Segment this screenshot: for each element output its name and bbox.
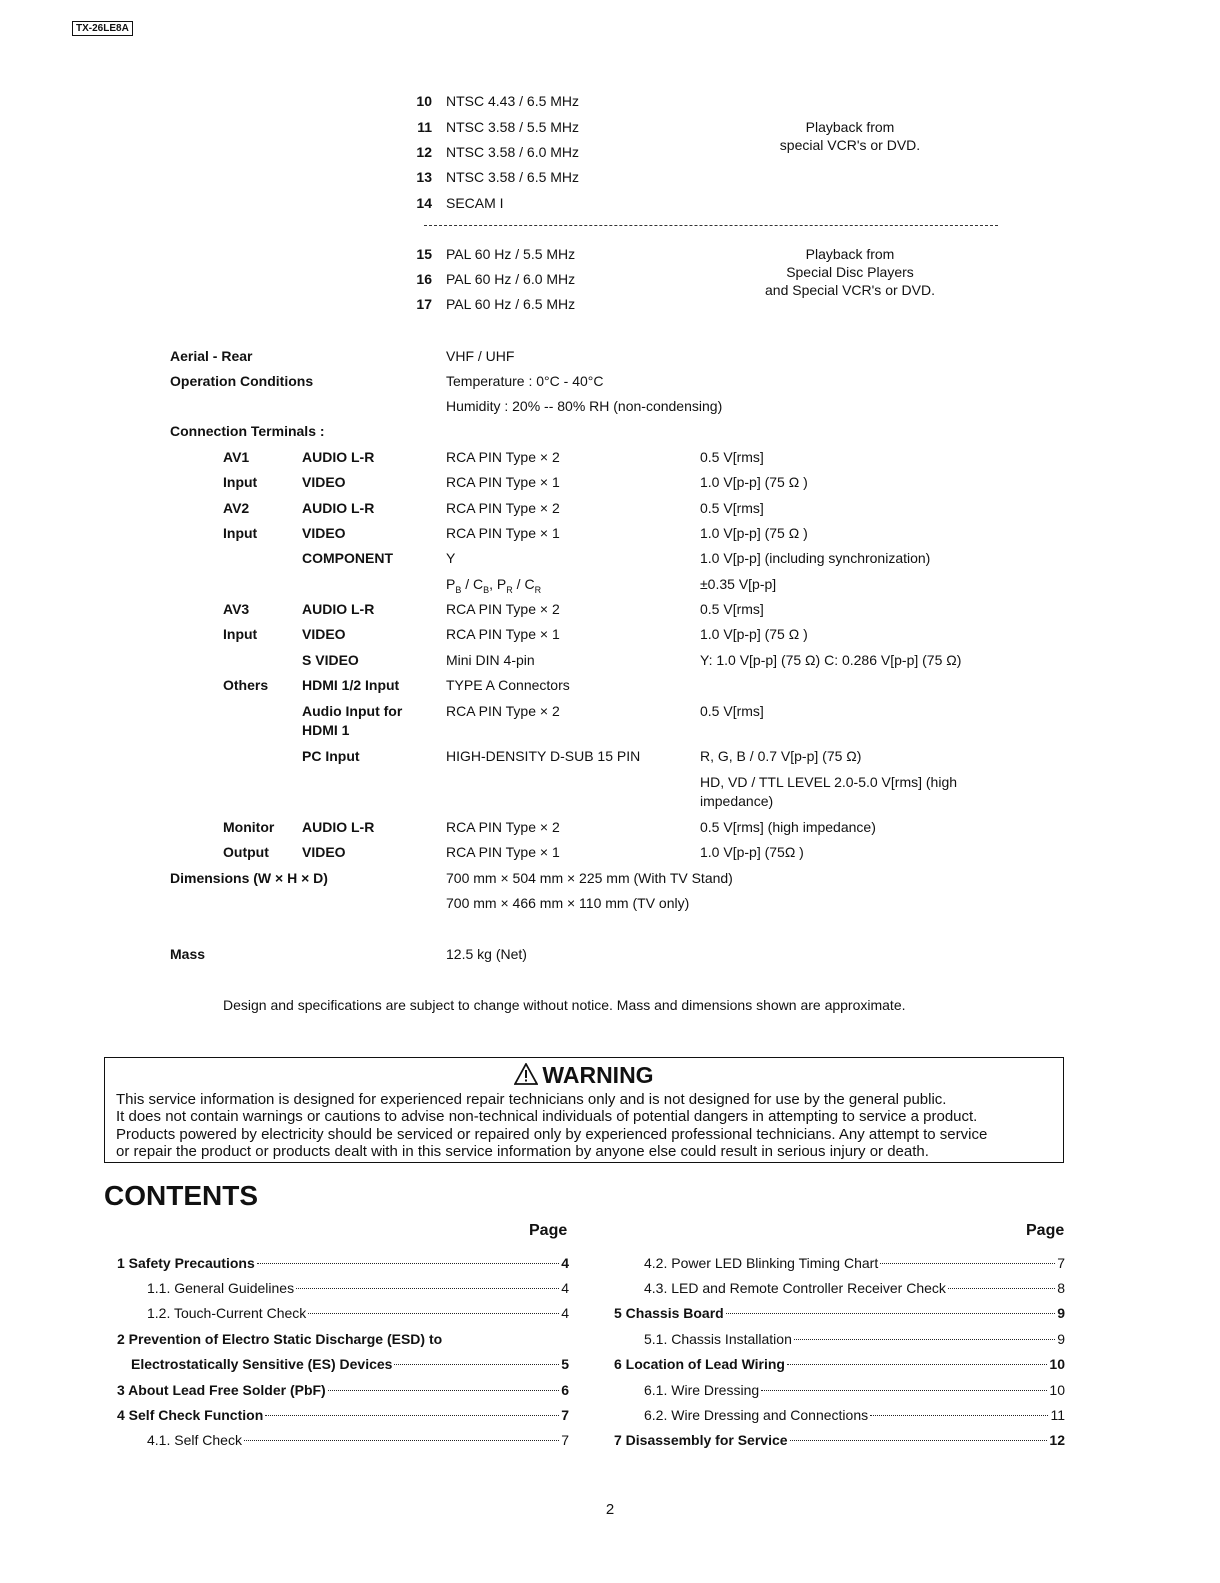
toc-entry-label: 7 Disassembly for Service: [614, 1432, 788, 1448]
toc-leader: [257, 1263, 559, 1264]
terminal-group: Input: [223, 474, 258, 490]
contents-title: CONTENTS: [104, 1180, 258, 1211]
terminal-name: VIDEO: [302, 844, 346, 860]
toc-leader: [394, 1364, 559, 1365]
terminal-value: 1.0 V[p-p] (75Ω ): [700, 844, 804, 860]
toc-page-header-left: Page: [529, 1222, 568, 1239]
terminal-name: VIDEO: [302, 525, 346, 541]
toc-entry[interactable]: [147, 1431, 569, 1449]
toc-leader: [794, 1339, 1055, 1340]
system-label: NTSC 3.58 / 5.5 MHz: [446, 119, 580, 135]
terminal-value: R, G, B / 0.7 V[p-p] (75 Ω): [700, 748, 862, 764]
terminal-name: PC Input: [302, 748, 360, 764]
humidity-value: Humidity : 20% -- 80% RH (non-condensing): [446, 398, 723, 414]
toc-entry-label: 4.1. Self Check: [147, 1432, 242, 1448]
toc-entry-page: 7: [1057, 1255, 1065, 1271]
toc-entry[interactable]: [147, 1304, 569, 1322]
system-number: 14: [416, 195, 432, 211]
toc-entry-label: 5.1. Chassis Installation: [644, 1331, 792, 1347]
toc-entry-page: 12: [1049, 1432, 1065, 1448]
toc-entry-label: 3 About Lead Free Solder (PbF): [117, 1382, 326, 1398]
terminal-type: RCA PIN Type × 1: [446, 474, 560, 490]
toc-entry-label: 5 Chassis Board: [614, 1305, 724, 1321]
terminal-value: Y: 1.0 V[p-p] (75 Ω) C: 0.286 V[p-p] (75 Ω): [700, 652, 962, 668]
warning-title: WARNING: [542, 1062, 654, 1088]
terminal-name: S VIDEO: [302, 652, 359, 668]
toc-entry-label: 6 Location of Lead Wiring: [614, 1356, 785, 1372]
system-number: 17: [416, 296, 432, 312]
cb-sub: B: [483, 584, 490, 595]
pb-sub: B: [455, 584, 462, 595]
terminal-name-cont: HDMI 1: [302, 722, 350, 738]
terminal-type: RCA PIN Type × 1: [446, 626, 560, 642]
system-label: SECAM I: [446, 195, 504, 211]
disclaimer: Design and specifications are subject to change without notice. Mass and dimensions shown are approximate.: [223, 997, 906, 1013]
terminal-value: 0.5 V[rms] (high impedance): [700, 819, 876, 835]
note-line: Playback from: [805, 246, 895, 262]
aerial-value: VHF / UHF: [446, 348, 515, 364]
toc-entry-page: 7: [561, 1432, 569, 1448]
playback-note-1: [740, 118, 960, 154]
terminal-type: RCA PIN Type × 2: [446, 500, 560, 516]
toc-entry-label: 1.1. General Guidelines: [147, 1280, 295, 1296]
terminal-value: ±0.35 V[p-p]: [700, 576, 777, 592]
playback-note-2: [740, 245, 960, 299]
toc-entry-label: 4 Self Check Function: [117, 1407, 264, 1423]
component-pb-pr: [446, 575, 541, 599]
terminal-name: VIDEO: [302, 474, 346, 490]
terminal-name: AUDIO L-R: [302, 819, 375, 835]
terminal-value: 1.0 V[p-p] (including synchronization): [700, 550, 931, 566]
aerial-label: Aerial - Rear: [170, 348, 253, 364]
note-line: and Special VCR's or DVD.: [765, 282, 935, 298]
toc-entry[interactable]: [117, 1406, 569, 1424]
terminal-value: 0.5 V[rms]: [700, 449, 764, 465]
mass-value: 12.5 kg (Net): [446, 946, 527, 962]
toc-entry[interactable]: [117, 1381, 569, 1399]
toc-entry-page: 9: [1057, 1331, 1065, 1347]
toc-entry-label: 6.2. Wire Dressing and Connections: [644, 1407, 869, 1423]
warning-triangle-icon: [514, 1063, 538, 1085]
terminal-type: RCA PIN Type × 1: [446, 844, 560, 860]
system-label: PAL 60 Hz / 6.5 MHz: [446, 296, 576, 312]
warning-line: This service information is designed for experienced repair technicians only and is not designed for use by the general public.: [116, 1091, 947, 1108]
toc-entry[interactable]: [644, 1406, 1065, 1424]
pr-sub: R: [506, 584, 513, 595]
terminal-type: HIGH-DENSITY D-SUB 15 PIN: [446, 748, 641, 764]
note-line: special VCR's or DVD.: [779, 137, 921, 153]
toc-leader: [790, 1440, 1048, 1441]
terminal-group: AV3: [223, 601, 250, 617]
toc-leader: [787, 1364, 1047, 1365]
mass-label: Mass: [170, 946, 206, 962]
terminal-value: 1.0 V[p-p] (75 Ω ): [700, 525, 808, 541]
terminal-type: Mini DIN 4-pin: [446, 652, 535, 668]
toc-entry-page: 10: [1049, 1356, 1065, 1372]
terminal-value: 0.5 V[rms]: [700, 601, 764, 617]
terminal-type: RCA PIN Type × 2: [446, 703, 560, 719]
pb-sep: / C: [461, 576, 484, 592]
terminal-value-cont: impedance): [700, 793, 774, 809]
toc-entry-label: 4.3. LED and Remote Controller Receiver Check: [644, 1280, 946, 1296]
terminal-name: AUDIO L-R: [302, 449, 375, 465]
separator-line: [424, 225, 998, 226]
toc-entry-label: 2 Prevention of Electro Static Discharge (ESD) to: [117, 1331, 443, 1347]
system-number: 11: [417, 119, 432, 135]
toc-entry[interactable]: [644, 1279, 1065, 1297]
note-line: Playback from: [805, 119, 895, 135]
toc-entry-label: 6.1. Wire Dressing: [644, 1382, 760, 1398]
toc-entry[interactable]: [644, 1330, 1065, 1348]
terminal-value: 1.0 V[p-p] (75 Ω ): [700, 474, 808, 490]
toc-entry-label: 1 Safety Precautions: [117, 1255, 255, 1271]
toc-entry-page: 7: [561, 1407, 569, 1423]
system-label: NTSC 3.58 / 6.5 MHz: [446, 169, 580, 185]
pr-sep: / C: [512, 576, 535, 592]
warning-line: Products powered by electricity should be serviced or repaired only by experienced professional technicians. Any attempt to service: [116, 1125, 988, 1143]
terminal-type: RCA PIN Type × 1: [446, 525, 560, 541]
terminal-type: RCA PIN Type × 2: [446, 819, 560, 835]
terminal-type: TYPE A Connectors: [446, 677, 570, 693]
toc-entry[interactable]: [614, 1304, 1065, 1322]
toc-entry-page: 4: [561, 1255, 569, 1271]
operation-label: Operation Conditions: [170, 373, 314, 389]
system-number: 16: [416, 271, 432, 287]
system-number: 10: [416, 93, 432, 109]
pr-comma: , P: [489, 576, 507, 592]
warning-title-row: [105, 1062, 1063, 1088]
toc-leader: [870, 1415, 1048, 1416]
toc-entry[interactable]: [117, 1254, 569, 1272]
terminal-group: AV2: [223, 500, 250, 516]
toc-entry-page: 9: [1057, 1305, 1065, 1321]
terminal-name: AUDIO L-R: [302, 500, 375, 516]
toc-entry-label: Electrostatically Sensitive (ES) Devices: [131, 1356, 393, 1372]
model-tag: TX-26LE8A: [72, 21, 133, 36]
toc-leader: [265, 1415, 559, 1416]
terminal-group: Output: [223, 844, 269, 860]
toc-entry-label: 1.2. Touch-Current Check: [147, 1305, 307, 1321]
terminal-value: 0.5 V[rms]: [700, 500, 764, 516]
toc-entry-page: 10: [1049, 1382, 1065, 1398]
terminal-group: Monitor: [223, 819, 275, 835]
toc-entry[interactable]: [644, 1254, 1065, 1272]
terminal-type: RCA PIN Type × 2: [446, 601, 560, 617]
system-label: PAL 60 Hz / 5.5 MHz: [446, 246, 576, 262]
toc-leader: [948, 1288, 1055, 1289]
toc-leader: [880, 1263, 1055, 1264]
terminal-group: Input: [223, 626, 258, 642]
toc-leader: [761, 1390, 1047, 1391]
toc-entry[interactable]: [117, 1330, 569, 1348]
terminal-name: Audio Input for: [302, 703, 403, 719]
cr-sub: R: [534, 584, 542, 595]
toc-leader: [726, 1313, 1055, 1314]
terminal-group: Input: [223, 525, 258, 541]
terminal-value: 1.0 V[p-p] (75 Ω ): [700, 626, 808, 642]
warning-line: It does not contain warnings or cautions to advise non-technical individuals of potential dangers in attempting to service a product.: [116, 1108, 978, 1126]
toc-page-header-right: Page: [1026, 1222, 1065, 1239]
page-number: 2: [605, 1501, 615, 1518]
system-label: NTSC 3.58 / 6.0 MHz: [446, 144, 580, 160]
toc-entry-page: 4: [561, 1305, 569, 1321]
terminal-name: HDMI 1/2 Input: [302, 677, 400, 693]
terminal-value: 0.5 V[rms]: [700, 703, 764, 719]
toc-entry-label: 4.2. Power LED Blinking Timing Chart: [644, 1255, 879, 1271]
warning-line: or repair the product or products dealt with in this service information by anyone else could result in serious injury or death.: [116, 1142, 929, 1160]
toc-entry-page: 8: [1057, 1280, 1065, 1296]
terminal-name: VIDEO: [302, 626, 346, 642]
system-number: 15: [416, 246, 432, 262]
toc-entry[interactable]: [147, 1279, 569, 1297]
temperature-value: Temperature : 0°C - 40°C: [446, 373, 604, 389]
warning-text: [116, 1091, 1055, 1160]
terminal-name: COMPONENT: [302, 550, 393, 566]
system-number: 12: [416, 144, 432, 160]
toc-entry[interactable]: [614, 1355, 1065, 1373]
terminal-type: RCA PIN Type × 2: [446, 449, 560, 465]
terminal-group: AV1: [223, 449, 250, 465]
terminal-type: Y: [446, 550, 456, 566]
note-line: Special Disc Players: [786, 264, 914, 280]
toc-entry[interactable]: [614, 1431, 1065, 1449]
pb-p: P: [446, 576, 456, 592]
system-number: 13: [416, 169, 432, 185]
toc-leader: [244, 1440, 559, 1441]
connection-label: Connection Terminals :: [170, 423, 325, 439]
dimensions-label: Dimensions (W × H × D): [170, 870, 328, 886]
system-label: NTSC 4.43 / 6.5 MHz: [446, 93, 580, 109]
toc-entry-page: 6: [561, 1382, 569, 1398]
dimensions-value: 700 mm × 466 mm × 110 mm (TV only): [446, 895, 690, 911]
warning-box: [104, 1057, 1064, 1163]
terminal-name: AUDIO L-R: [302, 601, 375, 617]
toc-leader: [328, 1390, 559, 1391]
toc-entry[interactable]: [644, 1381, 1065, 1399]
toc-entry[interactable]: [131, 1355, 569, 1373]
toc-leader: [308, 1313, 559, 1314]
terminal-value: HD, VD / TTL LEVEL 2.0-5.0 V[rms] (high: [700, 774, 958, 790]
toc-entry-page: 5: [561, 1356, 569, 1372]
dimensions-value: 700 mm × 504 mm × 225 mm (With TV Stand): [446, 870, 733, 886]
toc-leader: [296, 1288, 559, 1289]
toc-entry-page: 4: [561, 1280, 569, 1296]
toc-entry-page: 11: [1050, 1407, 1065, 1423]
terminal-group: Others: [223, 677, 269, 693]
system-label: PAL 60 Hz / 6.0 MHz: [446, 271, 576, 287]
